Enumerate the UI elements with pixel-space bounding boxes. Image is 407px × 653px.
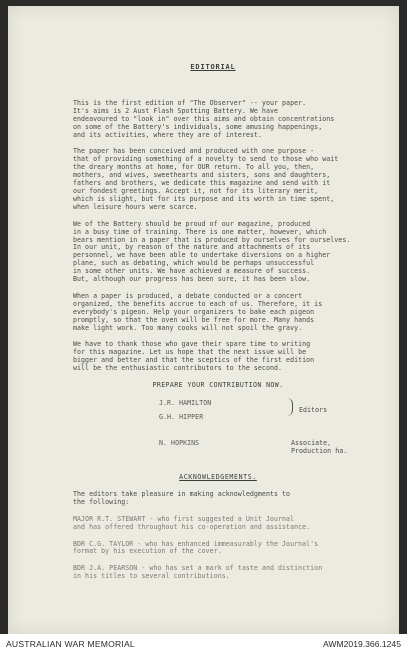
institution-name: AUSTRALIAN WAR MEMORIAL xyxy=(6,639,135,649)
editors-brace xyxy=(286,398,293,416)
paragraph-purpose: The paper has been conceived and produced with one purpose - that of providing something of a novelty to send to those who wait the dreary months at home, for OUR return. To all you, then, mothers, and wives, sweethearts and sisters, sons and daughters, fathers and brothers, we dedicate this magazine and send with it our fondest greetings. Accept it, not for its literary merit, which is slight, but for its purpose and its worth in time spent, when leisure hours were scarce. xyxy=(73,147,339,211)
paragraph-thanks: We have to thank those who gave their spare time to writing for this magazine. Let us hope that the next issue will be bigger and better and that the sceptics of the first edition will be the enthusiastic contributors to the second. xyxy=(73,340,315,373)
editorial-title: EDITORIAL xyxy=(190,63,236,71)
accession-number: AWM2019.366.1245 xyxy=(322,639,401,649)
acknowledgements-intro: The editors take pleasure in making acknowledgments to the following: xyxy=(73,489,291,506)
paragraph-benefits: When a paper is produced, a debate conducted or a concert organized, the benefits accrue to each of us. Therefore, it is everybody's pigeon. Help your organizers to bake each pigeon promptly, so that the oven will be free for more. Many hands make light work. Too many cooks will not spoil the gravy. xyxy=(73,291,323,332)
acknowledgement-item: BDR J.A. PEARSON - who has set a mark of taste and distinction in his titles to several contributions. xyxy=(73,564,323,581)
paragraph-pride: We of the Battery should be proud of our magazine, produced in a busy time of training. There is one matter, however, which bears mention in a paper that is produced by ourselves for ourselves. In our unit, by reason of the nature and attachments of its personnel, we have been able to undertake diversions on a higher plane, such as debating, which would be perhaps unsuccessful in some other units. We have achieved a measure of success. But, although our progress has been sure, it has been slow. xyxy=(73,219,351,284)
editor-name: J.R. HAMILTON xyxy=(159,399,212,407)
document-page xyxy=(8,6,399,634)
associate-role: Associate, Production ha. xyxy=(291,439,348,455)
editor-name: G.H. HIPPER xyxy=(159,413,204,421)
paragraph-intro: This is the first edition of "The Observer" -- your paper. It's aims is 2 Aust Flash Spotting Battery. We have endeavoured to "look in" over this aims and obtain concentrations on some of the Battery's individuals, some amusing happenings, and its activities, where they are of interest. xyxy=(73,98,335,139)
archive-footer xyxy=(0,634,407,653)
editors-block xyxy=(73,400,363,466)
acknowledgement-item: MAJOR R.T. STEWART - who first suggested a Unit Journal and has offered throughout his co-operation and assistance. xyxy=(73,514,311,531)
document-body xyxy=(73,64,363,590)
acknowledgements-title: ACKNOWLEDGEMENTS. xyxy=(179,473,257,481)
acknowledgement-item: BDR C.G. TAYLOR - who has enhanced immeasurably the Journal's format by his execution of the cover. xyxy=(73,539,319,556)
editors-role: Editors xyxy=(299,406,328,414)
call-to-action: PREPARE YOUR CONTRIBUTION NOW. xyxy=(152,381,284,390)
editor-name: N. HOPKINS xyxy=(159,439,200,447)
